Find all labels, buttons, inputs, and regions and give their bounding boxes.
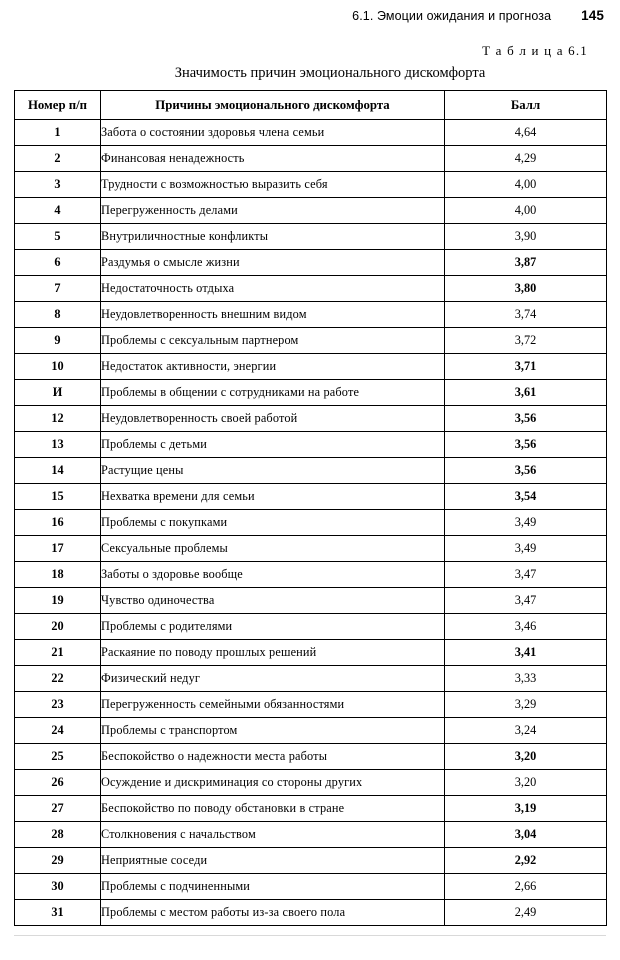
cell-score: 3,20	[445, 770, 607, 796]
cell-cause: Физический недуг	[101, 666, 445, 692]
table-row	[15, 120, 607, 146]
table-row	[15, 718, 607, 744]
cell-number: 30	[15, 874, 101, 900]
table-row	[15, 614, 607, 640]
table-row	[15, 562, 607, 588]
table-row	[15, 666, 607, 692]
table-row	[15, 536, 607, 562]
significance-table	[14, 90, 607, 926]
cell-number: 1	[15, 120, 101, 146]
cell-number: 10	[15, 354, 101, 380]
cell-cause: Недостаток активности, энергии	[101, 354, 445, 380]
cell-score: 4,00	[445, 198, 607, 224]
cell-cause: Раскаяние по поводу прошлых решений	[101, 640, 445, 666]
cell-score: 3,19	[445, 796, 607, 822]
table-row	[15, 796, 607, 822]
running-head	[14, 0, 606, 23]
page-number: 145	[581, 8, 604, 23]
cell-cause: Заботы о здоровье вообще	[101, 562, 445, 588]
cell-score: 4,29	[445, 146, 607, 172]
cell-number: 13	[15, 432, 101, 458]
cell-score: 3,56	[445, 458, 607, 484]
table-row	[15, 380, 607, 406]
cell-cause: Внутриличностные конфликты	[101, 224, 445, 250]
running-head-title: 6.1. Эмоции ожидания и прогноза	[352, 9, 552, 23]
cell-number: 16	[15, 510, 101, 536]
table-row	[15, 328, 607, 354]
cell-cause: Неудовлетворенность своей работой	[101, 406, 445, 432]
cell-score: 3,47	[445, 588, 607, 614]
cell-number: 7	[15, 276, 101, 302]
cell-number: 18	[15, 562, 101, 588]
footer-divider	[14, 935, 606, 936]
cell-cause: Осуждение и дискриминация со стороны других	[101, 770, 445, 796]
cell-score: 3,56	[445, 406, 607, 432]
cell-cause: Забота о состоянии здоровья члена семьи	[101, 120, 445, 146]
cell-cause: Беспокойство по поводу обстановки в стране	[101, 796, 445, 822]
cell-cause: Проблемы с детьми	[101, 432, 445, 458]
cell-score: 3,80	[445, 276, 607, 302]
cell-cause: Трудности с возможностью выразить себя	[101, 172, 445, 198]
cell-cause: Проблемы с сексуальным партнером	[101, 328, 445, 354]
table-row	[15, 172, 607, 198]
cell-number: 22	[15, 666, 101, 692]
column-header-num: Номер п/п	[15, 91, 101, 120]
cell-score: 2,66	[445, 874, 607, 900]
table-title: Значимость причин эмоционального дискомфорта	[174, 65, 486, 81]
cell-number: 19	[15, 588, 101, 614]
cell-number: 21	[15, 640, 101, 666]
cell-score: 3,74	[445, 302, 607, 328]
table-row	[15, 692, 607, 718]
cell-cause: Чувство одиночества	[101, 588, 445, 614]
cell-number: 28	[15, 822, 101, 848]
table-row	[15, 848, 607, 874]
table-header-row	[15, 91, 607, 120]
cell-cause: Проблемы в общении с сотрудниками на работе	[101, 380, 445, 406]
cell-number: 20	[15, 614, 101, 640]
cell-number: 9	[15, 328, 101, 354]
cell-number: 27	[15, 796, 101, 822]
table-row	[15, 354, 607, 380]
table-row	[15, 874, 607, 900]
table-row	[15, 276, 607, 302]
cell-cause: Нехватка времени для семьи	[101, 484, 445, 510]
table-label: Т а б л и ц а 6.1	[482, 43, 588, 58]
cell-score: 4,64	[445, 120, 607, 146]
cell-number: И	[15, 380, 101, 406]
cell-score: 3,72	[445, 328, 607, 354]
cell-cause: Проблемы с транспортом	[101, 718, 445, 744]
cell-score: 3,71	[445, 354, 607, 380]
table-row	[15, 458, 607, 484]
table-row	[15, 406, 607, 432]
cell-number: 31	[15, 900, 101, 926]
cell-cause: Финансовая ненадежность	[101, 146, 445, 172]
table-row	[15, 250, 607, 276]
table-row	[15, 770, 607, 796]
cell-number: 6	[15, 250, 101, 276]
cell-score: 3,29	[445, 692, 607, 718]
table-body	[15, 120, 607, 926]
cell-score: 2,92	[445, 848, 607, 874]
cell-score: 3,54	[445, 484, 607, 510]
cell-score: 3,61	[445, 380, 607, 406]
cell-cause: Столкновения с начальством	[101, 822, 445, 848]
cell-score: 3,90	[445, 224, 607, 250]
cell-cause: Раздумья о смысле жизни	[101, 250, 445, 276]
cell-number: 8	[15, 302, 101, 328]
cell-score: 3,20	[445, 744, 607, 770]
cell-score: 3,46	[445, 614, 607, 640]
cell-number: 23	[15, 692, 101, 718]
table-row	[15, 640, 607, 666]
cell-cause: Проблемы с подчиненными	[101, 874, 445, 900]
cell-cause: Проблемы с местом работы из-за своего пола	[101, 900, 445, 926]
table-row	[15, 588, 607, 614]
cell-cause: Сексуальные проблемы	[101, 536, 445, 562]
cell-number: 3	[15, 172, 101, 198]
cell-number: 14	[15, 458, 101, 484]
cell-score: 3,56	[445, 432, 607, 458]
cell-cause: Перегруженность делами	[101, 198, 445, 224]
cell-cause: Неудовлетворенность внешним видом	[101, 302, 445, 328]
cell-score: 3,87	[445, 250, 607, 276]
cell-cause: Перегруженность семейными обязанностями	[101, 692, 445, 718]
cell-score: 3,49	[445, 510, 607, 536]
cell-cause: Проблемы с покупками	[101, 510, 445, 536]
cell-number: 15	[15, 484, 101, 510]
cell-cause: Проблемы с родителями	[101, 614, 445, 640]
cell-score: 3,24	[445, 718, 607, 744]
cell-cause: Неприятные соседи	[101, 848, 445, 874]
cell-score: 2,49	[445, 900, 607, 926]
table-row	[15, 146, 607, 172]
cell-number: 5	[15, 224, 101, 250]
column-header-score: Балл	[445, 91, 607, 120]
cell-number: 12	[15, 406, 101, 432]
cell-cause: Растущие цены	[101, 458, 445, 484]
cell-score: 3,33	[445, 666, 607, 692]
table-row	[15, 744, 607, 770]
cell-number: 2	[15, 146, 101, 172]
cell-cause: Недостаточность отдыха	[101, 276, 445, 302]
cell-cause: Беспокойство о надежности места работы	[101, 744, 445, 770]
table-row	[15, 302, 607, 328]
table-row	[15, 484, 607, 510]
cell-score: 3,49	[445, 536, 607, 562]
table-row	[15, 822, 607, 848]
cell-number: 29	[15, 848, 101, 874]
table-row	[15, 900, 607, 926]
cell-number: 26	[15, 770, 101, 796]
cell-number: 25	[15, 744, 101, 770]
cell-score: 4,00	[445, 172, 607, 198]
column-header-cause: Причины эмоционального дискомфорта	[101, 91, 445, 120]
cell-number: 17	[15, 536, 101, 562]
cell-number: 24	[15, 718, 101, 744]
cell-score: 3,41	[445, 640, 607, 666]
cell-score: 3,47	[445, 562, 607, 588]
cell-score: 3,04	[445, 822, 607, 848]
cell-number: 4	[15, 198, 101, 224]
table-row	[15, 432, 607, 458]
table-row	[15, 198, 607, 224]
table-row	[15, 510, 607, 536]
table-row	[15, 224, 607, 250]
